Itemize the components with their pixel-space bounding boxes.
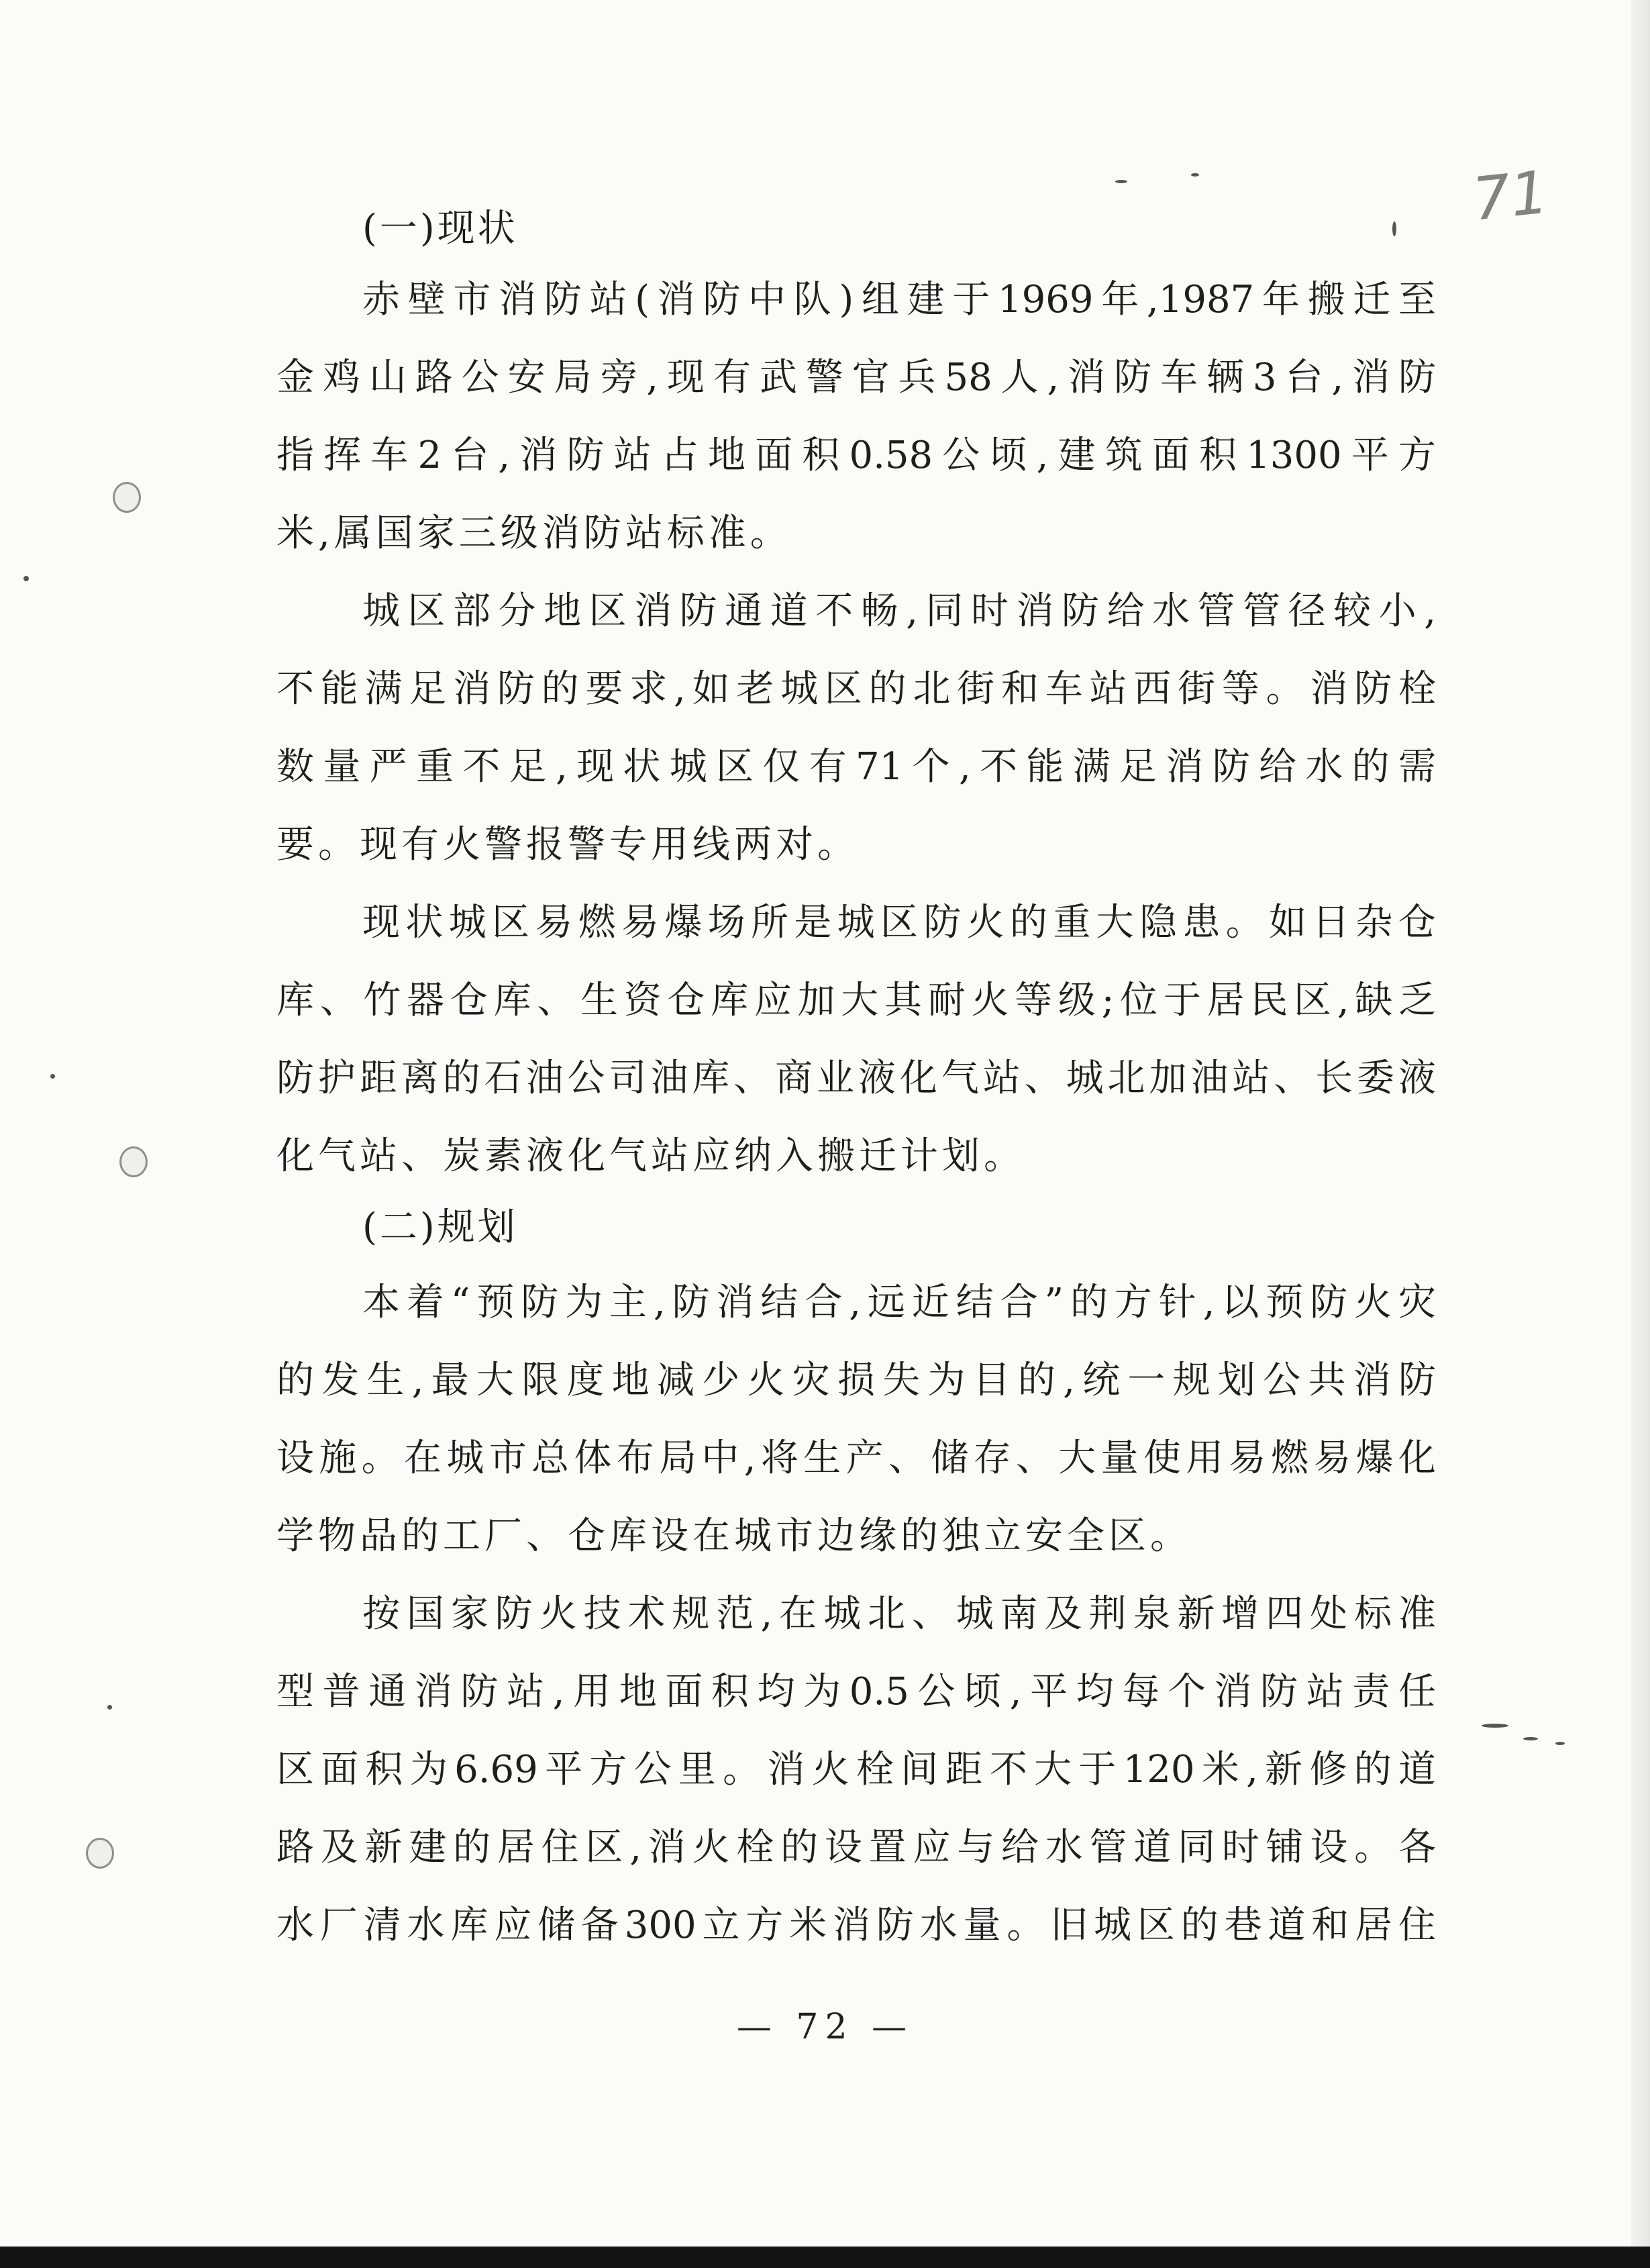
- page-number: — 72 —: [736, 2007, 914, 2047]
- scanner-bottom-border: [0, 2247, 1650, 2268]
- paragraph-line: 城区部分地区消防通道不畅,同时消防给水管管径较小,: [362, 589, 1436, 633]
- paragraph-line: 不能满足消防的要求,如老城区的北街和车站西街等。消防栓: [276, 667, 1436, 711]
- scan-speck: [1191, 173, 1199, 177]
- paragraph-line: 学物品的工厂、仓库设在城市边缘的独立安全区。: [276, 1514, 1192, 1558]
- scan-speck: [1482, 1724, 1508, 1728]
- scan-speck: [1115, 180, 1127, 183]
- scan-speck: [23, 576, 29, 581]
- paragraph-line: 区面积为6.69平方公里。消火栓间距不大于120米,新修的道: [276, 1748, 1436, 1791]
- paragraph-line: 金鸡山路公安局旁,现有武警官兵58人,消防车辆3台,消防: [276, 356, 1436, 399]
- paragraph-line: 设施。在城市总体布局中,将生产、储存、大量使用易燃易爆化: [276, 1436, 1436, 1480]
- scan-speck: [1392, 221, 1396, 236]
- punch-hole-bottom: [86, 1838, 114, 1869]
- scan-speck: [50, 1074, 55, 1079]
- paragraph-line: 防护距离的石油公司油库、商业液化气站、城北加油站、长委液: [276, 1056, 1436, 1100]
- paragraph-line: 的发生,最大限度地减少火灾损失为目的,统一规划公共消防: [276, 1359, 1436, 1402]
- section-heading-status: (一)现状: [362, 207, 518, 250]
- paragraph-line: 水厂清水库应储备300立方米消防水量。旧城区的巷道和居住: [276, 1904, 1436, 1947]
- paragraph-line: 现状城区易燃易爆场所是城区防火的重大隐患。如日杂仓: [362, 901, 1436, 944]
- paragraph-line: 按国家防火技术规范,在城北、城南及荆泉新增四处标准: [362, 1592, 1436, 1636]
- paragraph-line: 指挥车2台,消防站占地面积0.58公顷,建筑面积1300平方: [276, 434, 1436, 477]
- scan-speck: [107, 1705, 112, 1710]
- paragraph-line: 化气站、炭素液化气站应纳入搬迁计划。: [276, 1134, 1025, 1178]
- section-heading-plan: (二)规划: [362, 1205, 518, 1249]
- paragraph-line: 型普通消防站,用地面积均为0.5公顷,平均每个消防站责任: [276, 1670, 1436, 1714]
- paragraph-line: 数量严重不足,现状城区仅有71个,不能满足消防给水的需: [276, 745, 1436, 789]
- paragraph-line: 赤壁市消防站(消防中队)组建于1969年,1987年搬迁至: [362, 278, 1436, 322]
- page-right-edge: [1631, 0, 1650, 2268]
- paragraph-line: 库、竹器仓库、生资仓库应加大其耐火等级;位于居民区,缺乏: [276, 979, 1436, 1022]
- scan-speck: [1555, 1742, 1565, 1745]
- paragraph-line: 要。现有火警报警专用线两对。: [276, 823, 859, 867]
- paragraph-line: 路及新建的居住区,消火栓的设置应与给水管道同时铺设。各: [276, 1826, 1436, 1869]
- punch-hole-top: [113, 482, 141, 513]
- scan-speck: [1523, 1737, 1538, 1740]
- paragraph-line: 本着“预防为主,防消结合,远近结合”的方针,以预防火灾: [362, 1281, 1436, 1324]
- punch-hole-middle: [119, 1146, 148, 1177]
- paragraph-line: 米,属国家三级消防站标准。: [276, 511, 792, 555]
- handwritten-page-mark: 71: [1469, 157, 1552, 234]
